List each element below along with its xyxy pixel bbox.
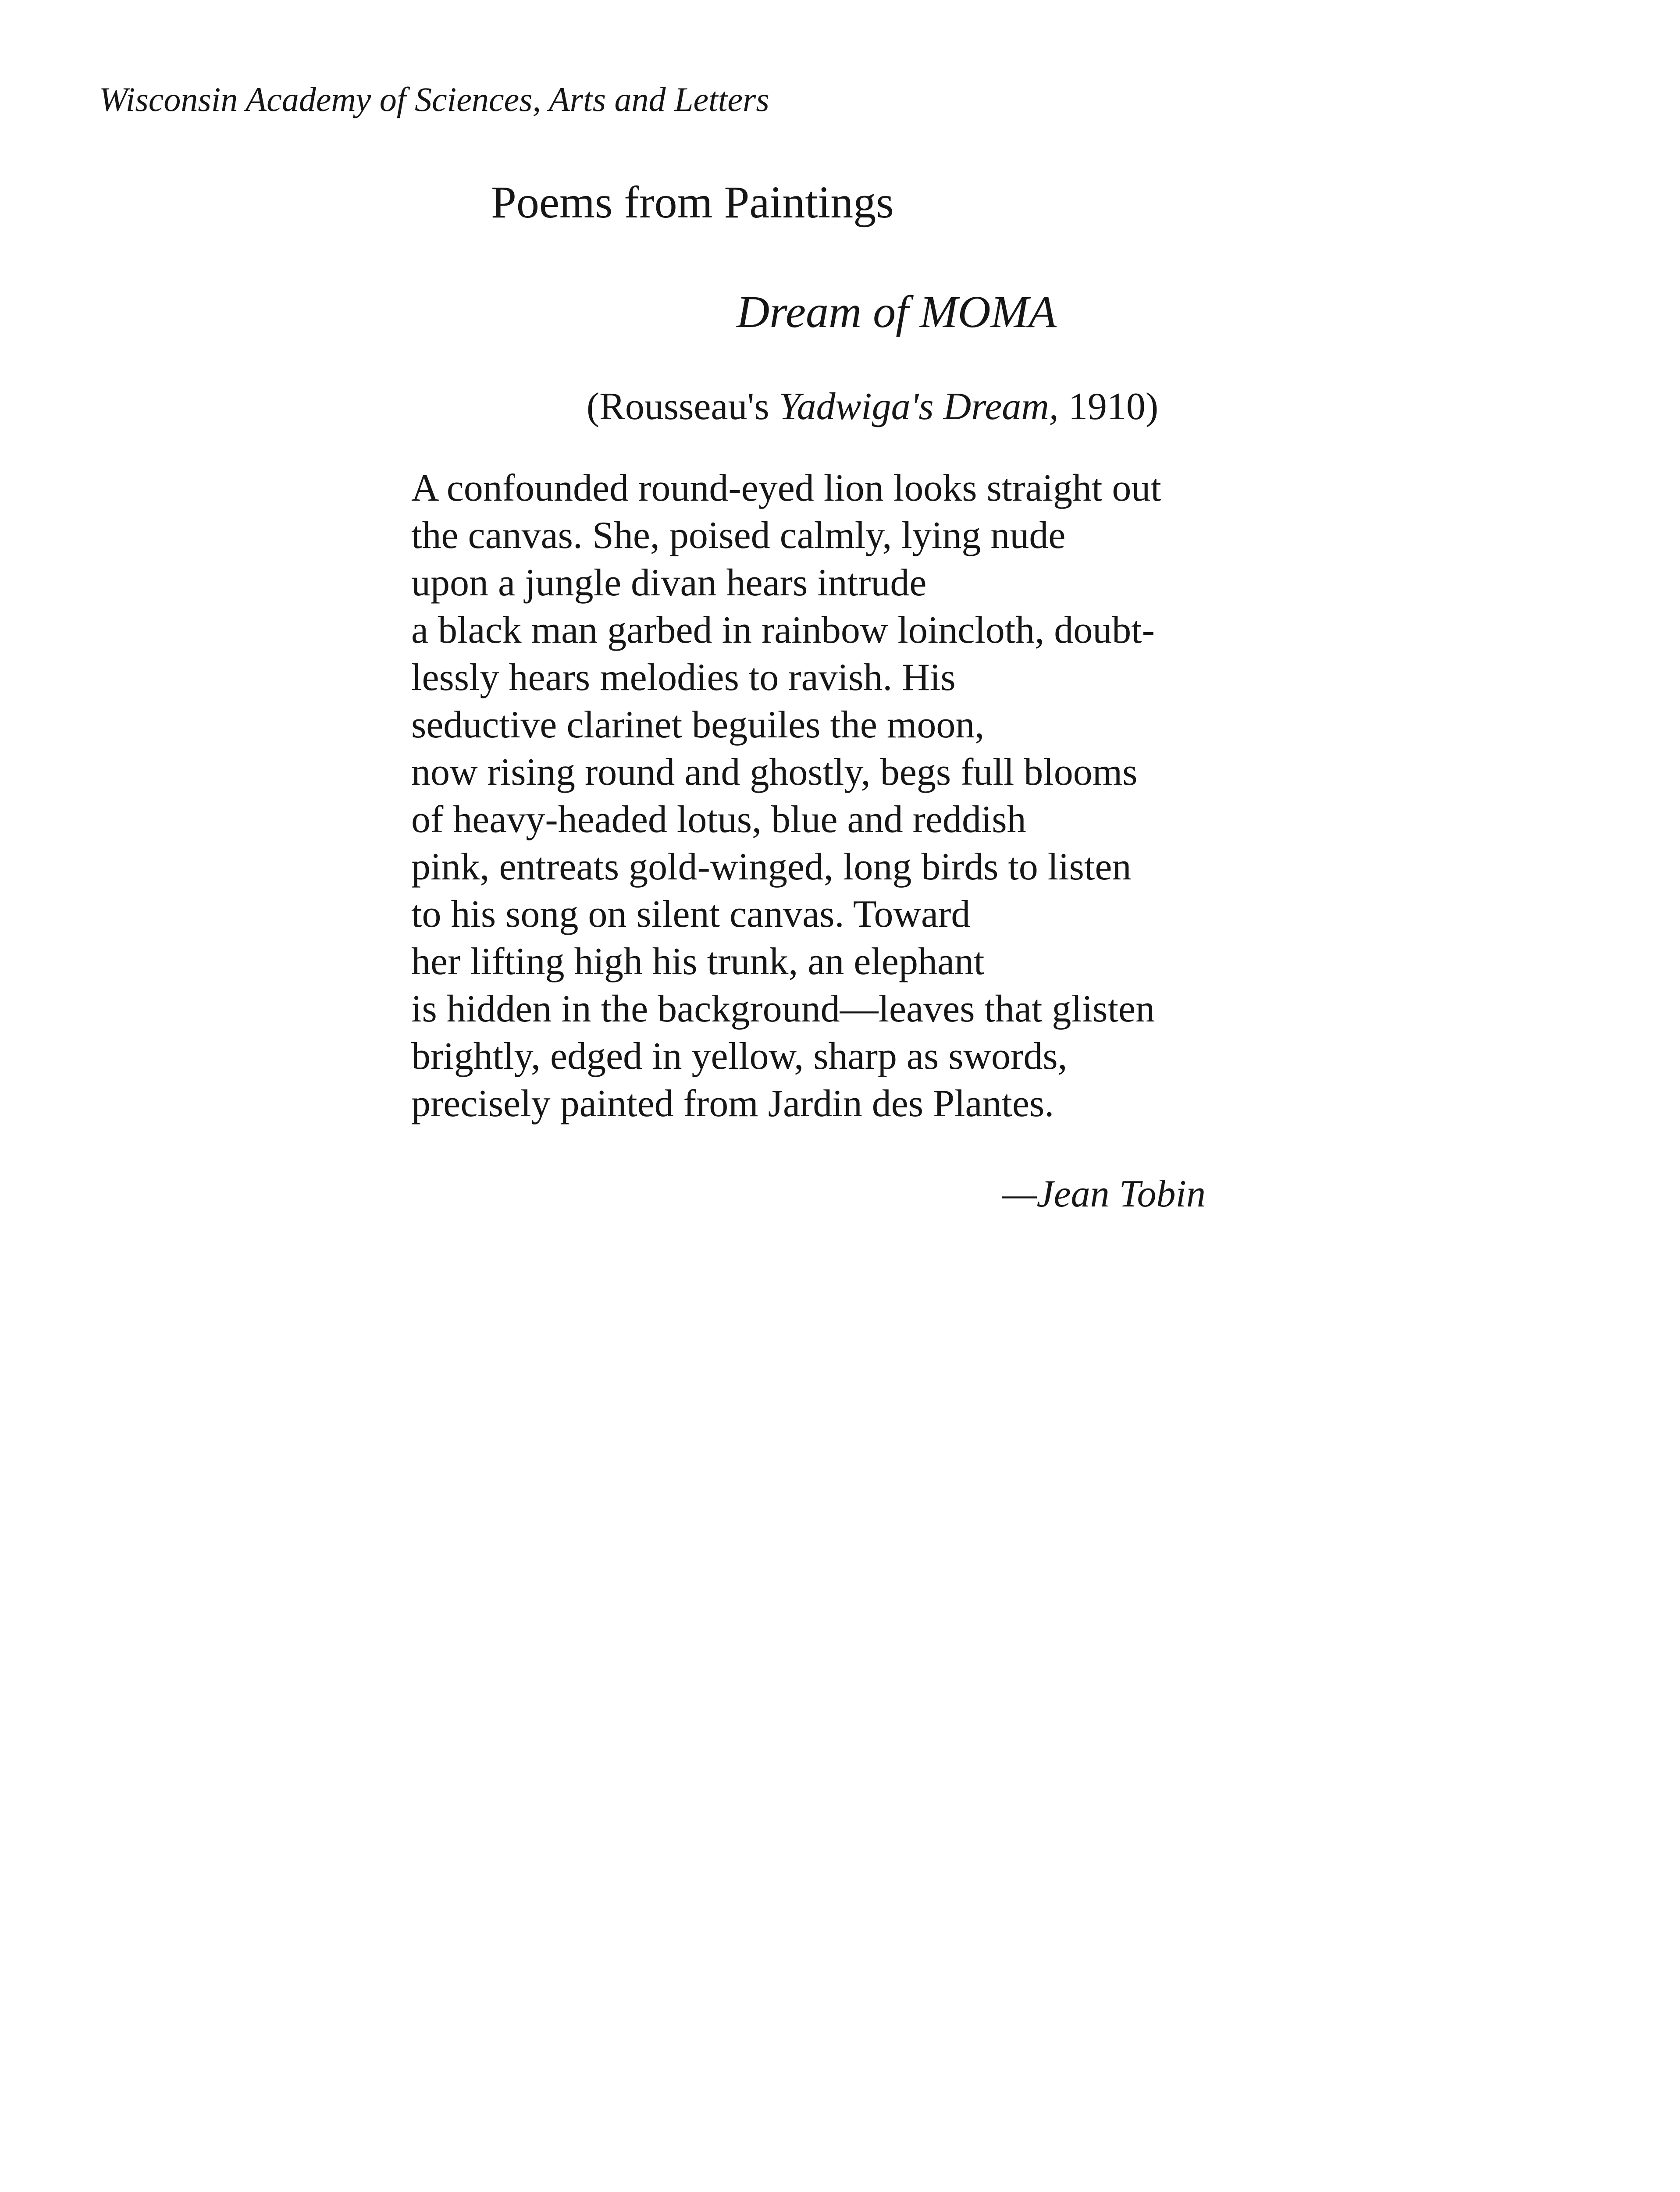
poem-body [411, 465, 1244, 1128]
poem-line: of heavy-headed lotus, blue and reddish [411, 798, 1026, 841]
poem-line: seductive clarinet beguiles the moon, [411, 704, 985, 746]
poem-line: pink, entreats gold-winged, long birds to listen [411, 846, 1132, 888]
poem-line: now rising round and ghostly, begs full blooms [411, 751, 1138, 794]
poem-line: brightly, edged in yellow, sharp as swords, [411, 1035, 1068, 1078]
running-head: Wisconsin Academy of Sciences, Arts and Letters [99, 80, 769, 118]
poem-line: A confounded round-eyed lion looks straight out [411, 467, 1161, 509]
poem-title: Dream of MOMA [737, 287, 1057, 337]
poem-line: the canvas. She, poised calmly, lying nude [411, 514, 1066, 557]
poem-line: upon a jungle divan hears intrude [411, 562, 927, 604]
poem-header [478, 289, 1267, 426]
source-prefix: (Rousseau's [586, 385, 779, 428]
poem-attribution: —Jean Tobin [1002, 1173, 1206, 1215]
poem-line: to his song on silent canvas. Toward [411, 893, 971, 936]
poem-line: lessly hears melodies to ravish. His [411, 656, 956, 699]
poem-line: a black man garbed in rainbow loincloth, doubt- [411, 609, 1155, 651]
poem-line: is hidden in the background—leaves that glisten [411, 988, 1155, 1030]
poem-line: precisely painted from Jardin des Plantes. [411, 1082, 1054, 1125]
section-title: Poems from Paintings [491, 177, 894, 228]
source-suffix: 1910) [1058, 385, 1159, 428]
source-work: Yadwiga's Dream, [779, 385, 1059, 428]
poem-line: her lifting high his trunk, an elephant [411, 940, 985, 983]
poem-source [478, 385, 1267, 428]
